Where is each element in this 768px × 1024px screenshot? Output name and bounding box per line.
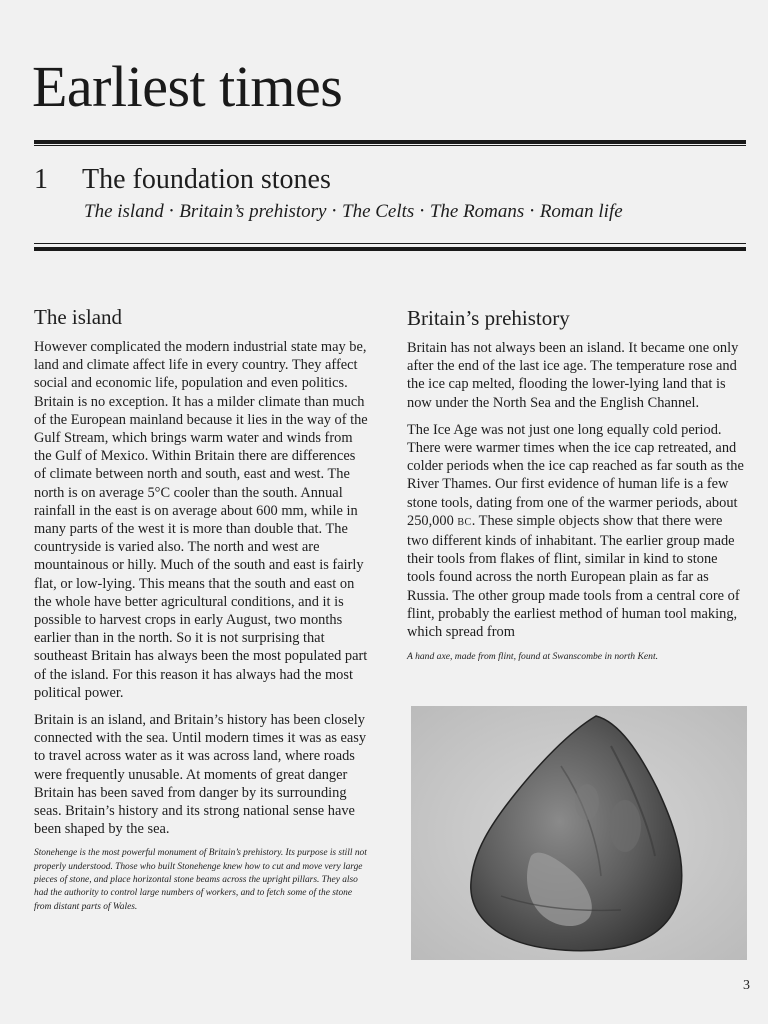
header-rule-top-thick (34, 140, 746, 144)
header-rule-bottom-thick (34, 247, 746, 251)
section-title: The foundation stones (82, 164, 331, 195)
header-rule-top-thin (34, 145, 746, 146)
header-rule-bottom-thin (34, 243, 746, 244)
prehistory-paragraph-1: Britain has not always been an island. It became one only after the end of the last ice age. The temperature rose and the ice cap melted, flooding the lower-lying land that is now under the North Sea and the English Channel. (407, 340, 739, 411)
hand-axe-caption: A hand axe, made from flint, found at Swanscombe in north Kent. (407, 651, 659, 663)
prehistory-text-continued: . These simple objects show that there were two different kinds of inhabitant. The earlier group made their tools from flakes of flint, similar in kind to stone tools found across the north European plain as far as Russia. The other group made tools from a central core of flint, probably the earliest method of human tool making, which spread from (407, 512, 740, 641)
prehistory-heading: Britain’s prehistory (407, 306, 570, 330)
prehistory-paragraph-2 (407, 421, 747, 641)
prehistory-text: The Ice Age was not just one long equally cold period. There were warmer times when the ice cap retreated, and colder periods when the ice cap reached as far south as the River Thames. Our first evidence of human life is a few stone tools, dating from one of the warmer periods, about 250,000 (407, 421, 744, 529)
island-paragraph-2: Britain is an island, and Britain’s history has been closely connected with the sea. Until modern times it was as easy to travel across water as it was across land, where roads were frequently unusable. At moments of great danger Britain has been saved from danger by its surrounding seas. Britain’s history and its strong national sense have been shaped by the sea. (34, 712, 367, 838)
subtopic-prehistory: Britain’s prehistory (179, 201, 327, 222)
subtopic-romans: The Romans (429, 201, 525, 222)
page-number: 3 (743, 978, 750, 993)
island-heading: The island (34, 305, 123, 329)
subtopic-celts: The Celts (342, 201, 415, 222)
right-column (407, 303, 747, 663)
chapter-title: Earliest times (32, 54, 343, 119)
subtopic-separator: • (420, 206, 424, 217)
subtopic-island: The island (84, 201, 164, 222)
subtopics-list (84, 198, 754, 226)
subtopic-separator: • (332, 206, 336, 217)
left-column (34, 302, 370, 914)
section-heading (34, 162, 331, 198)
hand-axe-photo (411, 706, 747, 960)
subtopic-roman-life: Roman life (539, 201, 623, 222)
island-paragraph-1: However complicated the modern industrial state may be, land and climate affect life in every country. They affect social and economic life, population and even politics. Britain is no exception. It has a milder climate than much of the European mainland because it lies in the way of the Gulf Stream, which brings warm water and winds from the Gulf of Mexico. Within Britain there are differences of climate between north and south, east and west. The north is on average 5°C cooler than the south. Annual rainfall in the east is on average about 600 mm, while in many parts of the west it is more than double that. The countryside is varied also. The north and west are mountainous or hilly. Much of the south and east is fairly flat, or low-lying. This means that the south and east on the whole have better agricultural conditions, and it is possible to harvest crops in early August, two months earlier than in the north. So it is not surprising that southeast Britain has always been the most populated part of the island. For this reason it has always had the most political power. (34, 339, 368, 701)
subtopic-separator: • (169, 206, 174, 217)
stonehenge-caption: Stonehenge is the most powerful monument of Britain’s prehistory. Its purpose is still not properly understood. Those who built Stonehenge knew how to cut and move very large pieces of stone, and place horizontal stone beams across the upright pillars. They also had the authority to control large numbers of workers, and to fetch some of the stone from distant parts of Wales. (34, 848, 367, 912)
subtopic-separator: • (530, 206, 534, 217)
section-number: 1 (34, 164, 48, 195)
era-abbreviation: BC (457, 516, 472, 528)
